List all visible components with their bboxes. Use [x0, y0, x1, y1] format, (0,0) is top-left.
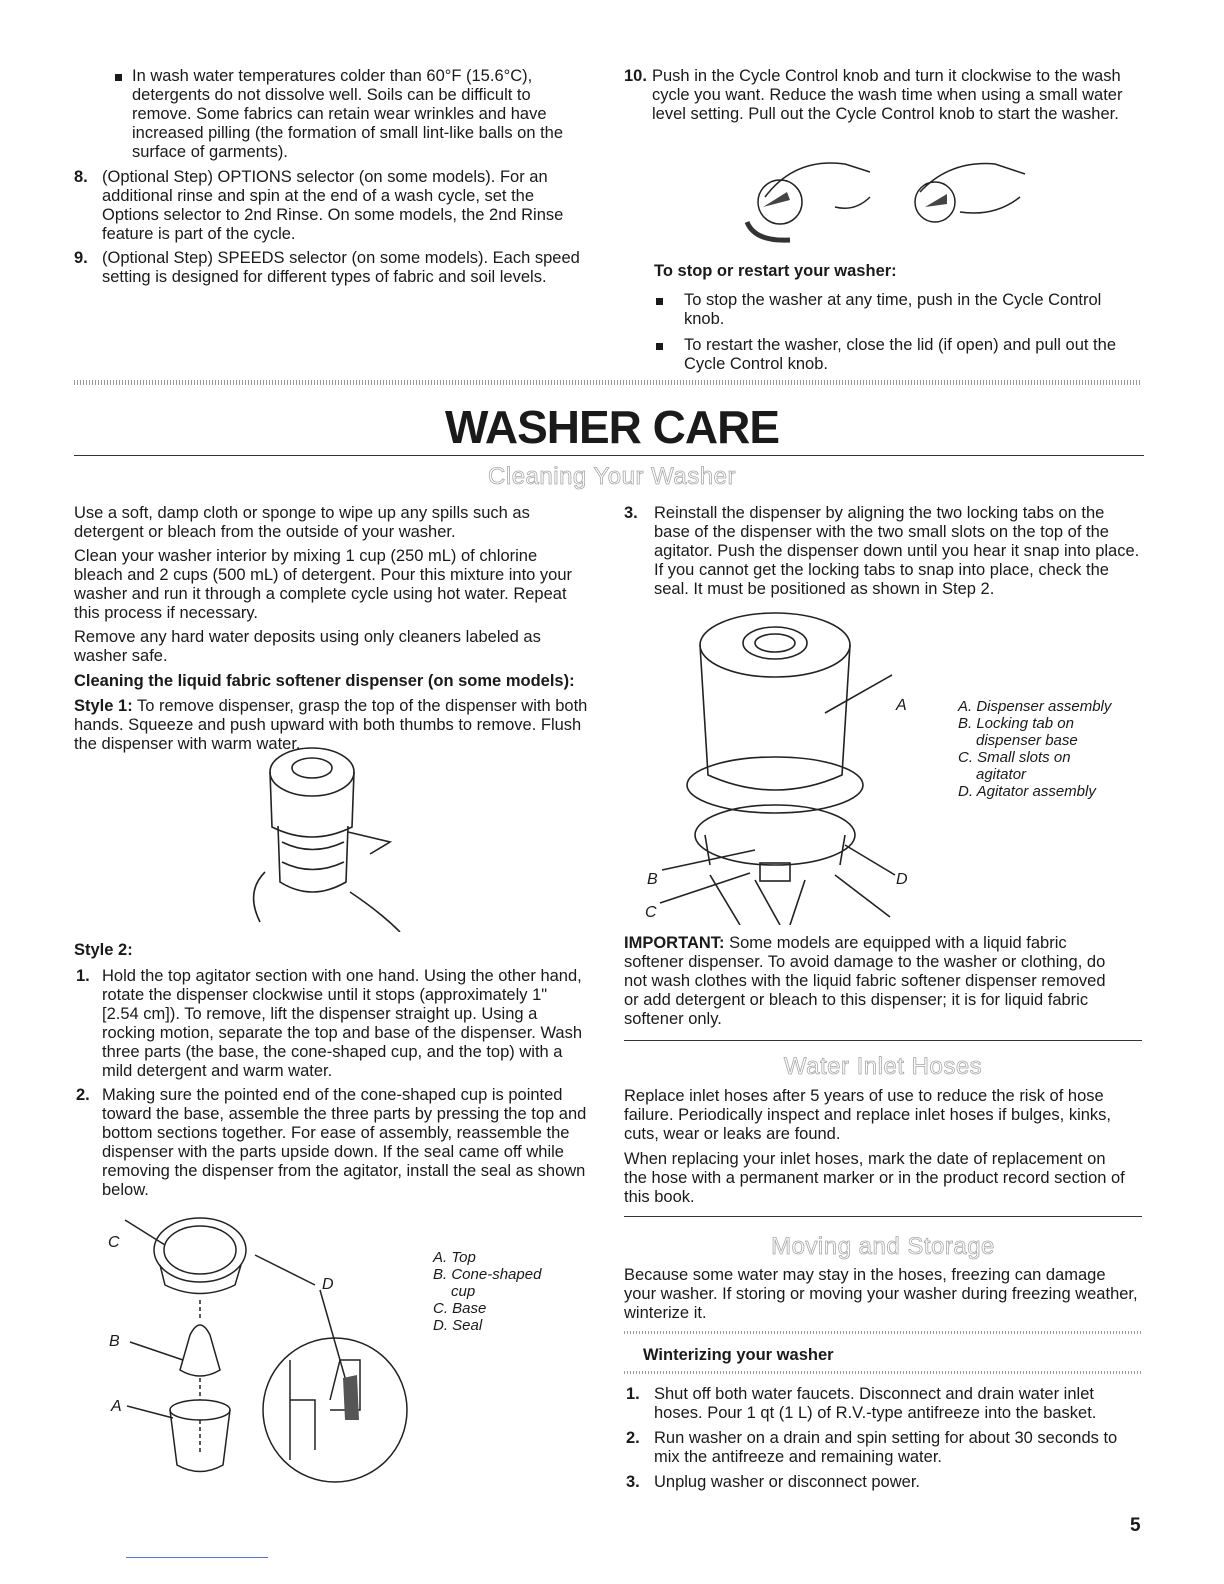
important-text: Some models are equipped with a liquid fabric softener dispenser. To avoid damage to the washer or clothing, do not wash clothes with the liquid fabric softener dispenser removed or add detergent or bleach to this dispenser; it is for liquid fabric softener only. — [624, 934, 1106, 1028]
section-heading-moving: Moving and Storage — [771, 1233, 995, 1260]
title-rule — [74, 455, 1144, 456]
legend-agitator-assembly: D. Agitator assembly — [958, 783, 1096, 800]
style-2-step-2-text: Making sure the pointed end of the cone-shaped cup is pointed toward the base, assemble the three parts by pressing the top and bottom sections together. For ease of assembly, reassemble the dispenser with the parts upside down. If the seal came off while removing the dispenser from the agitator, install the seal as shown below. — [102, 1086, 587, 1199]
callout-d-right: D — [896, 871, 908, 888]
section-divider — [74, 380, 1142, 385]
stop-bullet-2: To restart the washer, close the lid (if open) and pull out the Cycle Control knob. — [684, 336, 1116, 373]
important-note — [624, 934, 1124, 1029]
moving-rule — [624, 1216, 1142, 1217]
legend-top: A. Top — [433, 1249, 476, 1266]
legend-small-slots-cont: agitator — [976, 766, 1027, 783]
style-1-label: Style 1: — [74, 697, 133, 715]
legend-small-slots: C. Small slots on — [958, 749, 1071, 766]
step-9-text: (Optional Step) SPEEDS selector (on some models). Each speed setting is designed for different types of fabric and soil levels. — [102, 249, 580, 286]
hoses-paragraph-1: Replace inlet hoses after 5 years of use to reduce the risk of hose failure. Periodically inspect and replace inlet hoses if bulges, kinks, cuts, wear or leaks are found. — [624, 1087, 1112, 1143]
winter-step-2-number: 2. — [626, 1429, 640, 1447]
page-number: 5 — [1130, 1515, 1141, 1536]
section-heading-hoses: Water Inlet Hoses — [783, 1053, 983, 1080]
dispenser-heading: Cleaning the liquid fabric softener dispenser (on some models): — [74, 672, 575, 690]
moving-paragraph: Because some water may stay in the hoses, freezing can damage your washer. If storing or moving your washer during freezing weather, winterize it. — [624, 1266, 1138, 1322]
legend-right — [958, 698, 1111, 800]
callout-b-left: B — [109, 1333, 120, 1350]
legend-cone-cup: B. Cone-shaped — [433, 1266, 542, 1283]
cleaning-paragraph-2: Clean your washer interior by mixing 1 cup (250 mL) of chlorine bleach and 2 cups (500 mL) of detergent. Pour this mixture into your washer and run it through a complete cycle using hot water. Repeat this process if necessary. — [74, 547, 573, 622]
page-title: WASHER CARE — [444, 401, 780, 453]
legend-seal: D. Seal — [433, 1317, 483, 1334]
callout-c-left: C — [108, 1234, 120, 1251]
winter-step-1-number: 1. — [626, 1385, 640, 1403]
winter-step-3-number: 3. — [626, 1473, 640, 1491]
legend-dispenser-assembly: A. Dispenser assembly — [958, 698, 1112, 715]
footer-link-rule — [126, 1557, 268, 1558]
bullet-marker — [656, 343, 663, 350]
stop-bullet-1: To stop the washer at any time, push in the Cycle Control knob. — [684, 291, 1102, 328]
step-10-text: Push in the Cycle Control knob and turn it clockwise to the wash cycle you want. Reduce the wash time when using a small water level setting. Pull out the Cycle Control knob to start the washer. — [652, 67, 1123, 123]
legend-base: C. Base — [433, 1300, 487, 1317]
cleaning-paragraph-1: Use a soft, damp cloth or sponge to wipe up any spills such as detergent or bleach from the outside of your washer. — [74, 504, 530, 541]
style-2-step-1-number: 1. — [76, 967, 90, 985]
step-10-number: 10. — [624, 67, 647, 85]
hoses-paragraph-2: When replacing your inlet hoses, mark the date of replacement on the hose with a permanent marker or in the product record section of this book. — [624, 1150, 1125, 1206]
winterizing-heading: Winterizing your washer — [643, 1346, 834, 1364]
legend-cone-cup-cont: cup — [451, 1283, 476, 1300]
step-8-number: 8. — [74, 168, 88, 186]
dispenser-assembly-illustration — [640, 605, 940, 925]
winter-step-2-text: Run washer on a drain and spin setting for about 30 seconds to mix the antifreeze and remaining water. — [654, 1429, 1118, 1466]
callout-b-right: B — [647, 871, 658, 888]
callout-d-left: D — [322, 1276, 334, 1293]
section-heading-cleaning: Cleaning Your Washer — [488, 463, 736, 490]
step-9-number: 9. — [74, 249, 88, 267]
dispenser-style1-illustration — [240, 742, 420, 932]
winterizing-top-divider — [624, 1331, 1142, 1334]
bullet-marker — [656, 298, 663, 305]
winter-step-3-text: Unplug washer or disconnect power. — [654, 1473, 920, 1491]
callout-c-right: C — [645, 904, 657, 921]
style-2-step-2-number: 2. — [76, 1086, 90, 1104]
stop-restart-heading: To stop or restart your washer: — [654, 262, 897, 280]
callout-a-right: A — [896, 697, 907, 714]
temperature-note: In wash water temperatures colder than 60°F (15.6°C), detergents do not dissolve well. Soils can be difficult to remove. Some fabrics can retain wear wrinkles and have increased pilling (the formation of small lint-like balls on the surface of garments). — [132, 67, 564, 161]
winterizing-bottom-divider — [624, 1371, 1142, 1374]
cycle-knob-illustration — [735, 152, 1035, 252]
bullet-marker — [115, 74, 122, 81]
callout-a-left: A — [111, 1398, 122, 1415]
style-1-text: To remove dispenser, grasp the top of the dispenser with both hands. Squeeze and push upward with both thumbs to remove. Flush the dispenser with warm water. — [74, 697, 588, 753]
winter-step-1-text: Shut off both water faucets. Disconnect and drain water inlet hoses. Pour 1 qt (1 L) of R.V.-type antifreeze into the basket. — [654, 1385, 1097, 1422]
style-2-label: Style 2: — [74, 941, 133, 959]
important-label: IMPORTANT: — [624, 934, 725, 952]
step-3-number: 3. — [624, 504, 638, 522]
legend-locking-tab: B. Locking tab on — [958, 715, 1074, 732]
legend-left — [433, 1249, 541, 1334]
step-8-text: (Optional Step) OPTIONS selector (on some models). For an additional rinse and spin at the end of a wash cycle, set the Options selector to 2nd Rinse. On some models, the 2nd Rinse feature is part of the cycle. — [102, 168, 564, 243]
dispenser-parts-illustration — [105, 1210, 425, 1500]
step-3-text: Reinstall the dispenser by aligning the two locking tabs on the base of the dispenser with the two small slots on the top of the agitator. Push the dispenser down until you hear it snap into place. If you cannot get the locking tabs to snap into place, check the seal. It must be positioned as shown in Step 2. — [654, 504, 1140, 598]
cleaning-paragraph-3: Remove any hard water deposits using only cleaners labeled as washer safe. — [74, 628, 541, 665]
hoses-rule — [624, 1040, 1142, 1041]
style-2-step-1-text: Hold the top agitator section with one hand. Using the other hand, rotate the dispenser clockwise until it stops (approximately 1" [2.54 cm]). To remove, lift the dispenser straight up. Using a rocking motion, separate the top and base of the dispenser. Wash three parts (the base, the cone-shaped cup, and the top) with a mild detergent and warm water. — [102, 967, 583, 1080]
legend-locking-tab-cont: dispenser base — [976, 732, 1078, 749]
